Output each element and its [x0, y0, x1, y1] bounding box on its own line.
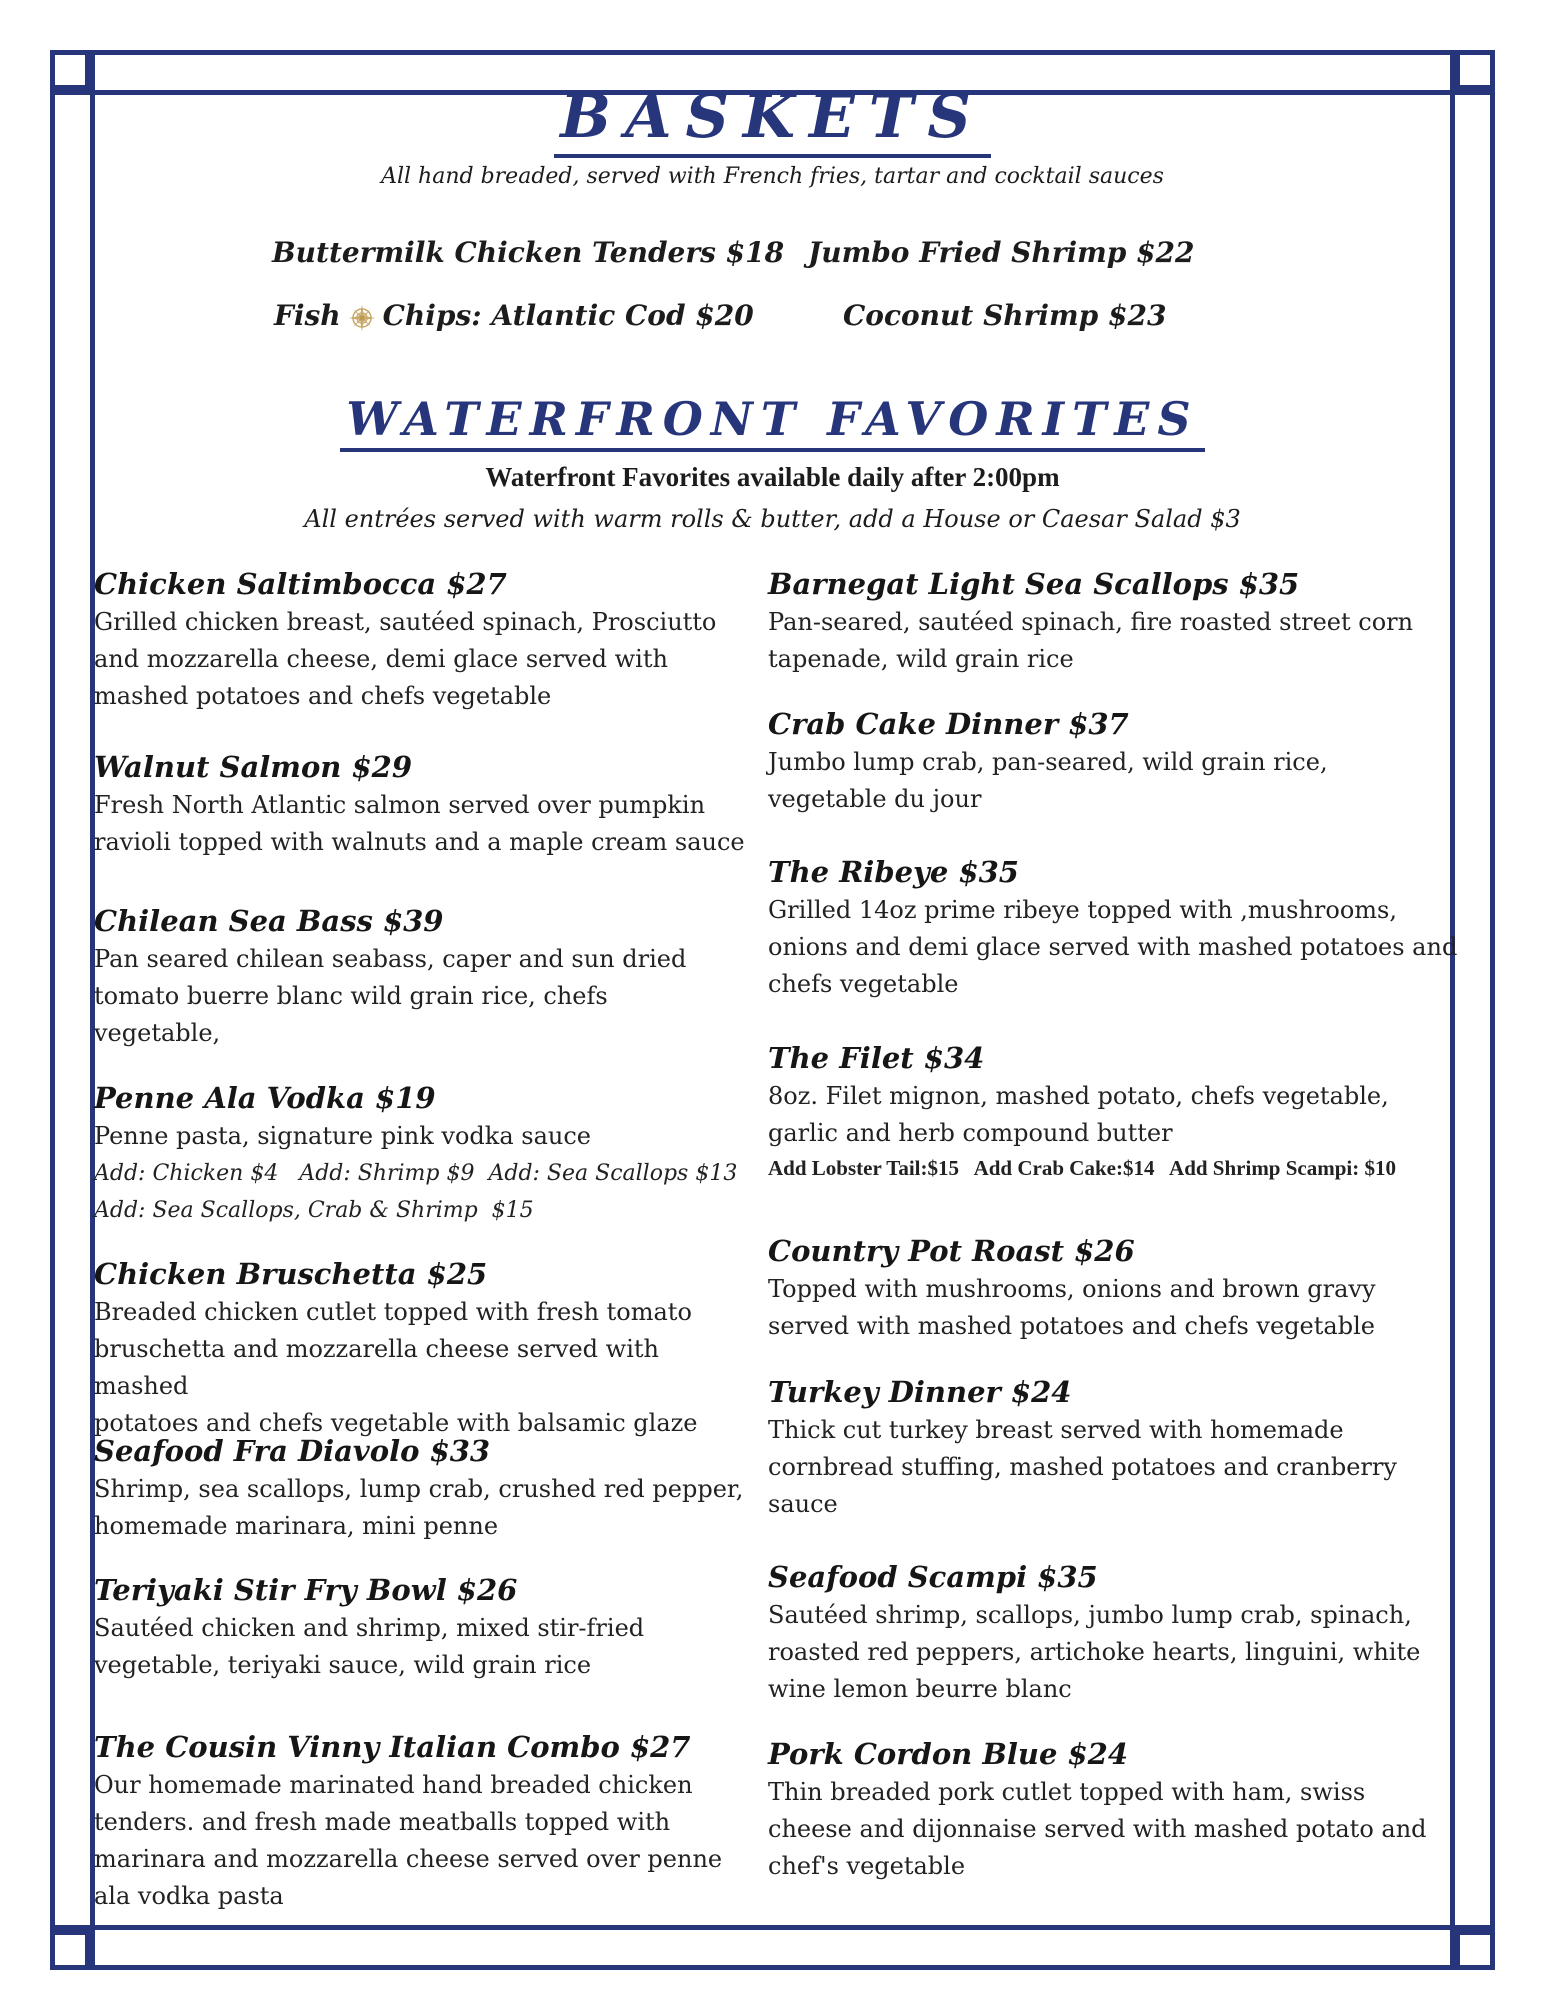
- menu-item-desc-line: garlic and herb compound butter: [768, 1119, 1173, 1147]
- menu-item-desc-line: cheese and dijonnaise served with mashed potato and: [768, 1815, 1427, 1843]
- basket-item: Buttermilk Chicken Tenders $18: [272, 236, 785, 269]
- favorites-entree-note: All entrées served with warm rolls & butter, add a House or Caesar Salad $3: [304, 505, 1241, 533]
- menu-item-name: Chilean Sea Bass $39: [94, 904, 444, 938]
- menu-item-desc-line: tomato buerre blanc wild grain rice, chefs: [94, 982, 608, 1010]
- menu-item-desc-line: Our homemade marinated hand breaded chicken: [94, 1771, 693, 1799]
- menu-item-desc-line: mashed potatoes and chefs vegetable: [94, 682, 552, 710]
- menu-item-desc-line: chef's vegetable: [768, 1852, 966, 1880]
- menu-item-desc-line: vegetable, teriyaki sauce, wild grain rice: [94, 1651, 592, 1679]
- menu-item: [768, 1038, 1458, 1184]
- menu-item-name: The Ribeye $35: [768, 855, 1019, 889]
- menu-item-desc-line: bruschetta and mozzarella cheese served with mashed: [94, 1335, 659, 1400]
- menu-item-desc-line: Thick cut turkey breast served with homemade: [768, 1416, 1344, 1444]
- menu-item-name: Barnegat Light Sea Scallops $35: [768, 567, 1300, 601]
- menu-item-desc-line: Fresh North Atlantic salmon served over pumpkin: [94, 791, 706, 819]
- menu-item-desc-line: ravioli topped with walnuts and a maple cream sauce: [94, 828, 745, 856]
- menu-item: [94, 1727, 754, 1915]
- menu-item: [768, 852, 1458, 1003]
- menu-item-desc-line: onions and demi glace served with mashed potatoes and: [768, 933, 1458, 961]
- menu-item-desc-line: Topped with mushrooms, onions and brown gravy: [768, 1275, 1376, 1303]
- menu-item-desc-line: sauce: [768, 1490, 838, 1518]
- menu-item-desc-line: Grilled 14oz prime ribeye topped with ,mushrooms,: [768, 896, 1397, 924]
- menu-item-name: Chicken Saltimbocca $27: [94, 567, 507, 601]
- menu-item-desc-line: vegetable du jour: [768, 785, 982, 813]
- menu-item-name: Crab Cake Dinner $37: [768, 707, 1129, 741]
- menu-item-desc-line: cornbread stuffing, mashed potatoes and cranberry: [768, 1453, 1397, 1481]
- menu-item-desc-line: Breaded chicken cutlet topped with fresh tomato: [94, 1298, 692, 1326]
- menu-item-desc-line: Thin breaded pork cutlet topped with ham, swiss: [768, 1778, 1366, 1806]
- baskets-subtitle: All hand breaded, served with French fries, tartar and cocktail sauces: [381, 164, 1164, 189]
- menu-item-desc-line: Penne pasta, signature pink vodka sauce: [94, 1122, 591, 1150]
- menu-item-desc-line: chefs vegetable: [768, 970, 959, 998]
- menu-item-desc-line: wine lemon beurre blanc: [768, 1675, 1072, 1703]
- menu-item-name: Seafood Scampi $35: [768, 1560, 1098, 1594]
- menu-item-name: Turkey Dinner $24: [768, 1375, 1072, 1409]
- menu-item-name: The Filet $34: [768, 1041, 985, 1075]
- compass-rose-icon: [347, 303, 377, 333]
- menu-item-desc-line: homemade marinara, mini penne: [94, 1512, 499, 1540]
- baskets-title: BASKETS: [0, 82, 1545, 152]
- menu-item-desc-line: Sautéed chicken and shrimp, mixed stir-fried: [94, 1614, 645, 1642]
- menu-item: [768, 1231, 1458, 1345]
- menu-item-desc-line: 8oz. Filet mignon, mashed potato, chefs vegetable,: [768, 1082, 1389, 1110]
- menu-item-name: Chicken Bruschetta $25: [94, 1257, 488, 1291]
- basket-item-fish-chips: [274, 299, 754, 333]
- menu-item: [94, 747, 754, 861]
- menu-item-desc-line: Sautéed shrimp, scallops, jumbo lump crab, spinach,: [768, 1601, 1412, 1629]
- menu-item-name: The Cousin Vinny Italian Combo $27: [94, 1730, 691, 1764]
- menu-item-name: Teriyaki Stir Fry Bowl $26: [94, 1573, 518, 1607]
- menu-item-desc-line: Grilled chicken breast, sautéed spinach, Prosciutto: [94, 608, 717, 636]
- menu-item-desc-line: marinara and mozzarella cheese served over penne: [94, 1845, 723, 1873]
- basket-item: Coconut Shrimp $23: [843, 299, 1167, 332]
- menu-item: [94, 1431, 754, 1545]
- menu-item-desc-line: ala vodka pasta: [94, 1882, 284, 1910]
- menu-item-desc-line: tenders. and fresh made meatballs topped with: [94, 1808, 671, 1836]
- menu-item: [768, 1734, 1458, 1885]
- favorites-title: WATERFRONT FAVORITES: [0, 392, 1545, 446]
- menu-item-addons: Add Lobster Tail:$15 Add Crab Cake:$14 Add Shrimp Scampi: $10: [768, 1156, 1396, 1180]
- menu-item-desc-line: and mozzarella cheese, demi glace served with: [94, 645, 668, 673]
- menu-item: [94, 901, 754, 1052]
- menu-item: [94, 564, 754, 715]
- menu-item-name: Penne Ala Vodka $19: [94, 1081, 436, 1115]
- menu-item: [94, 1570, 754, 1684]
- menu-item-desc-line: roasted red peppers, artichoke hearts, linguini, white: [768, 1638, 1421, 1666]
- menu-item-desc-line: vegetable,: [94, 1019, 221, 1047]
- basket-item-fish-rest: Chips: Atlantic Cod $20: [382, 299, 754, 332]
- menu-item-desc-line: served with mashed potatoes and chefs vegetable: [768, 1312, 1375, 1340]
- menu-item-desc-line: Shrimp, sea scallops, lump crab, crushed red pepper,: [94, 1475, 744, 1503]
- basket-item-fish-label: Fish: [274, 299, 341, 332]
- menu-item-name: Country Pot Roast $26: [768, 1234, 1135, 1268]
- menu-item: [94, 1078, 754, 1229]
- basket-item: Jumbo Fried Shrimp $22: [808, 236, 1195, 269]
- menu-item-desc-line: potatoes and chefs vegetable with balsamic glaze: [94, 1409, 698, 1437]
- menu-item-name: Walnut Salmon $29: [94, 750, 413, 784]
- menu-item: [768, 1372, 1458, 1523]
- menu-item: [768, 704, 1458, 818]
- menu-item-desc-line: Pan seared chilean seabass, caper and sun dried: [94, 945, 687, 973]
- menu-item-desc-line: Pan-seared, sautéed spinach, fire roasted street corn: [768, 608, 1414, 636]
- menu-item-addons: Add: Chicken $4 Add: Shrimp $9 Add: Sea Scallops $13: [94, 1161, 738, 1186]
- menu-item: [768, 564, 1458, 678]
- menu-item-name: Seafood Fra Diavolo $33: [94, 1434, 491, 1468]
- menu-item-desc-line: tapenade, wild grain rice: [768, 645, 1074, 673]
- menu-item: [768, 1557, 1458, 1708]
- menu-item-name: Pork Cordon Blue $24: [768, 1737, 1129, 1771]
- menu-item-desc-line: Jumbo lump crab, pan-seared, wild grain rice,: [768, 748, 1328, 776]
- favorites-availability: Waterfront Favorites available daily after 2:00pm: [485, 462, 1060, 492]
- menu-item: [94, 1254, 754, 1442]
- menu-item-addons: Add: Sea Scallops, Crab & Shrimp $15: [94, 1198, 534, 1223]
